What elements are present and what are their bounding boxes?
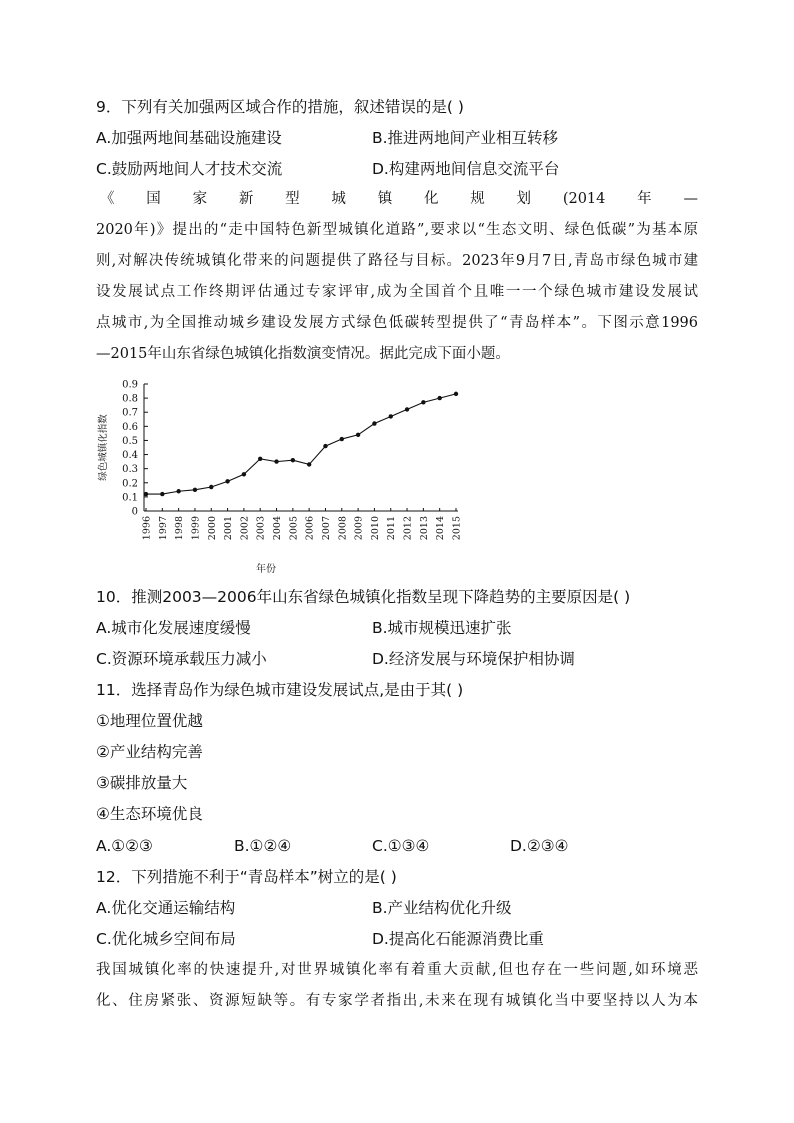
y-tick-label: 0.4	[122, 450, 138, 462]
material-1-char: 年	[637, 191, 652, 207]
material-1-char: (2014	[562, 191, 606, 207]
material-1-char: 化	[423, 191, 439, 207]
data-point	[405, 407, 409, 411]
question-12-stem: 12．下列措施不利于“青岛样本”树立的是( )	[96, 868, 397, 886]
x-tick-label: 1999	[190, 516, 202, 541]
x-axis-label: 年份	[256, 564, 276, 575]
material-1-char: 规	[470, 191, 485, 207]
material-1-char: 家	[192, 191, 208, 207]
data-point	[356, 433, 360, 437]
x-tick-label: 2009	[353, 516, 365, 541]
x-tick-label: 1996	[141, 516, 153, 541]
x-tick-label: 2014	[435, 516, 447, 541]
data-point	[274, 459, 278, 463]
q11-item-1: ①地理位置优越	[96, 712, 203, 730]
data-point	[389, 414, 393, 418]
q12-option-c: C.优化城乡空间布局	[96, 930, 236, 948]
x-tick-label: 2004	[272, 516, 284, 541]
q12-option-b: B.产业结构优化升级	[372, 899, 512, 917]
material-1-char: 划	[516, 191, 532, 207]
material-1-line-1	[100, 188, 698, 210]
y-tick-label: 0.3	[122, 464, 138, 476]
material-1-char: 型	[285, 191, 300, 207]
q9-option-a: A.加强两地间基础设施建设	[96, 129, 282, 147]
x-tick-label: 2000	[206, 516, 218, 541]
q11-option-a: A.①②③	[96, 837, 153, 855]
material-1-char: 城	[331, 191, 346, 207]
material-1-line-3: 则,对解决传统城镇化带来的问题提供了路径与目标。2023年9月7日,青岛市绿色城市建	[96, 253, 698, 269]
material-2-line-1: 我国城镇化率的快速提升,对世界城镇化率有着重大贡献,但也存在一些问题,如环境恶	[96, 962, 698, 978]
material-1-line-5: 点城市,为全国推动城乡建设发展方式绿色低碳转型提供了“青岛样本”。下图示意1996	[96, 315, 698, 331]
data-point	[291, 458, 295, 462]
q10-option-b: B.城市规模迅速扩张	[372, 619, 512, 637]
y-tick-label: 0.1	[122, 492, 138, 504]
y-tick-label: 0.9	[122, 379, 138, 391]
data-point	[307, 462, 311, 466]
q9-option-d: D.构建两地间信息交流平台	[372, 160, 560, 178]
data-point	[209, 485, 213, 489]
data-point	[242, 472, 246, 476]
data-point	[193, 488, 197, 492]
question-11-stem: 11．选择青岛作为绿色城市建设发展试点,是由于其( )	[96, 681, 464, 699]
material-1-char: —	[683, 191, 698, 207]
y-tick-label: 0.8	[122, 393, 138, 405]
q11-item-2: ②产业结构完善	[96, 743, 203, 761]
green-urbanization-index-chart	[96, 374, 476, 584]
y-tick-label: 0.6	[122, 421, 138, 433]
q11-option-c: C.①③④	[372, 837, 430, 855]
material-1-char: 新	[238, 191, 254, 207]
x-tick-label: 2007	[320, 516, 332, 541]
x-tick-label: 2006	[304, 516, 316, 541]
material-2-line-2: 化、住房紧张、资源短缺等。有专家学者指出,未来在现有城镇化当中要坚持以人为本	[96, 993, 698, 1009]
x-tick-label: 2003	[255, 516, 267, 541]
data-point	[437, 396, 441, 400]
y-tick-label: 0.2	[122, 478, 138, 490]
data-point	[372, 421, 376, 425]
x-tick-label: 2013	[418, 516, 430, 541]
data-point	[454, 392, 458, 396]
data-point	[160, 492, 164, 496]
q10-option-c: C.资源环境承载压力减小	[96, 650, 267, 668]
data-point	[258, 457, 262, 461]
data-point	[323, 444, 327, 448]
x-tick-label: 2001	[223, 516, 235, 541]
question-10-stem: 10．推测2003—2006年山东省绿色城镇化指数呈现下降趋势的主要原因是( )	[96, 588, 631, 606]
material-1-char: 镇	[377, 191, 393, 207]
x-tick-label: 2015	[451, 516, 463, 541]
material-1-line-2: 2020年)》提出的“走中国特色新型城镇化道路”,要求以“生态文明、绿色低碳”为基本原	[96, 222, 698, 238]
data-point	[144, 492, 148, 496]
q11-option-d: D.②③④	[510, 837, 569, 855]
q12-option-d: D.提高化石能源消费比重	[372, 930, 544, 948]
q12-option-a: A.优化交通运输结构	[96, 899, 236, 917]
material-1-char: 《	[100, 191, 115, 207]
x-tick-label: 2008	[337, 516, 349, 541]
material-1-char: 国	[146, 191, 161, 207]
data-point	[340, 437, 344, 441]
q11-option-b: B.①②④	[234, 837, 292, 855]
x-tick-label: 2011	[386, 516, 398, 541]
y-tick-label: 0.7	[122, 407, 138, 419]
question-9-stem: 9．下列有关加强两区域合作的措施，叙述错误的是( )	[96, 98, 464, 116]
data-point	[225, 479, 229, 483]
q9-option-c: C.鼓励两地间人才技术交流	[96, 160, 283, 178]
x-tick-label: 2010	[369, 516, 381, 541]
x-tick-label: 1997	[157, 516, 169, 541]
y-tick-label: 0.5	[122, 435, 138, 447]
x-tick-label: 2012	[402, 516, 414, 541]
series-line	[146, 394, 456, 494]
q10-option-d: D.经济发展与环境保护相协调	[372, 650, 575, 668]
q11-item-3: ③碳排放量大	[96, 774, 188, 792]
material-1-line-4: 设发展试点工作终期评估通过专家评审,成为全国首个且唯一一个绿色城市建设发展试	[96, 284, 698, 300]
q11-item-4: ④生态环境优良	[96, 805, 203, 823]
q9-option-b: B.推进两地间产业相互转移	[372, 129, 559, 147]
y-tick-label: 0	[131, 506, 138, 518]
material-1-line-6: —2015年山东省绿色城镇化指数演变情况。据此完成下面小题。	[96, 346, 510, 362]
data-point	[176, 489, 180, 493]
q10-option-a: A.城市化发展速度缓慢	[96, 619, 251, 637]
x-tick-label: 1998	[174, 516, 186, 541]
y-axis-label: 绿色城镇化指数	[98, 414, 109, 481]
data-point	[421, 400, 425, 404]
x-tick-label: 2002	[239, 516, 251, 541]
x-tick-label: 2005	[288, 516, 300, 541]
